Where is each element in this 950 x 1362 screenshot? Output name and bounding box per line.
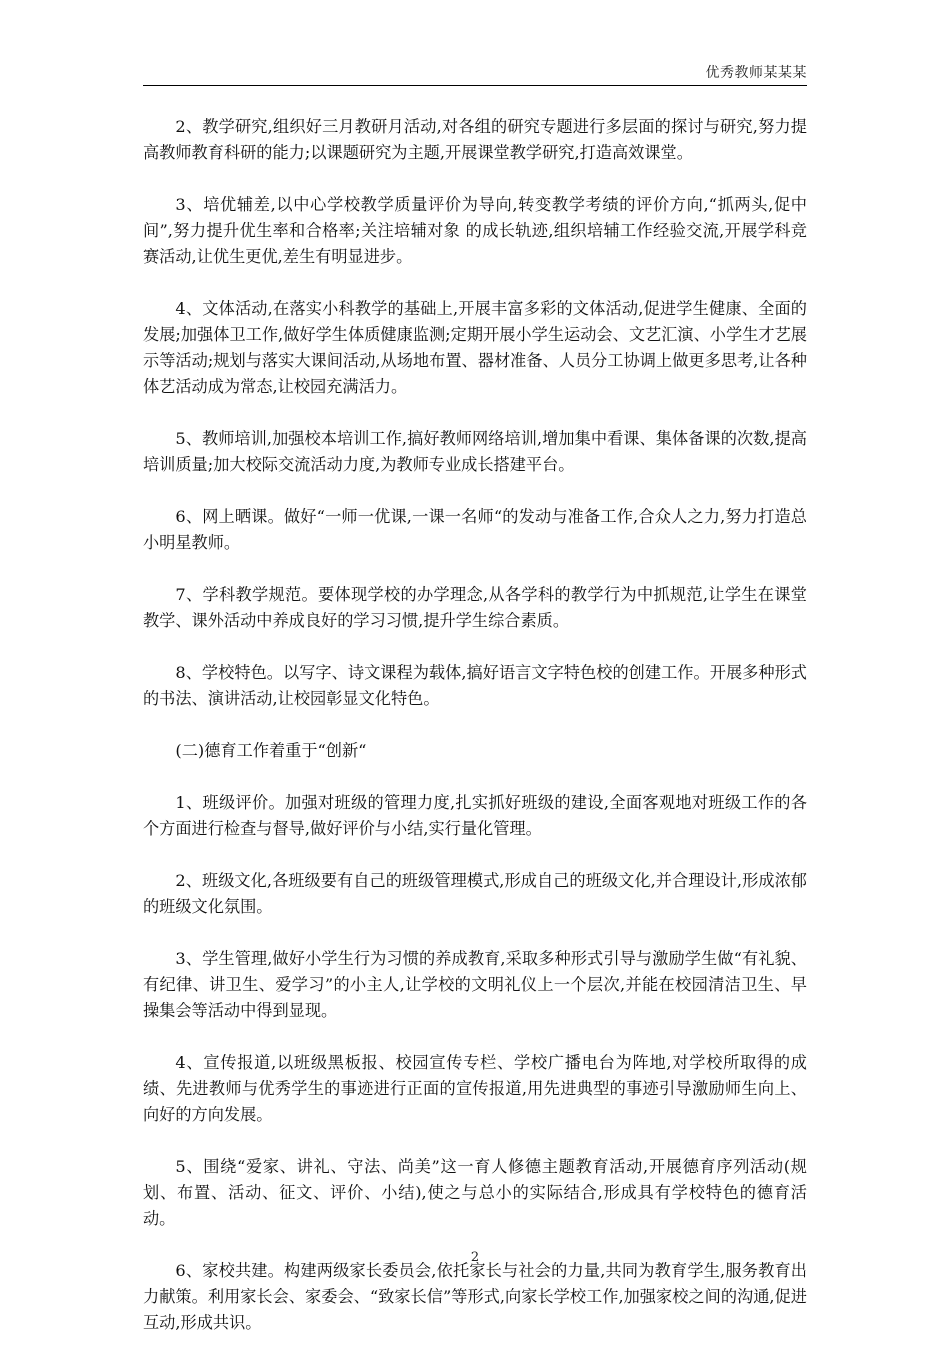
paragraph-teacher-training: 5、教师培训,加强校本培训工作,搞好教师网络培训,增加集中看课、集体备课的次数,提高培训质量;加大校际交流活动力度,为教师专业成长搭建平台。 <box>143 429 807 474</box>
paragraph-class-evaluation: 1、班级评价。加强对班级的管理力度,扎实抓好班级的建设,全面客观地对班级工作的各个方面进行检查与督导,做好评价与小结,实行量化管理。 <box>143 793 807 838</box>
paragraph-teaching-norms: 7、学科教学规范。要体现学校的办学理念,从各学科的教学行为中抓规范,让学生在课堂教学、课外活动中养成良好的学习习惯,提升学生综合素质。 <box>143 585 807 630</box>
document-body <box>143 114 807 1362</box>
paragraph-tutoring: 3、培优辅差,以中心学校教学质量评价为导向,转变教学考绩的评价方向,“抓两头,促中间”,努力提升优生率和合格率;关注培辅对象 的成长轨迹,组织培辅工作经验交流,开展学科竞赛活动,让优生更优,差生有明显进步。 <box>143 195 807 266</box>
paragraph-student-management: 3、学生管理,做好小学生行为习惯的养成教育,采取多种形式引导与激励学生做“有礼貌、有纪律、讲卫生、爱学习”的小主人,让学校的文明礼仪上一个层次,并能在校园清洁卫生、早操集会等活动中得到显现。 <box>143 949 807 1020</box>
paragraph-theme-activities: 5、围绕“爱家、讲礼、守法、尚美”这一育人修德主题教育活动,开展德育序列活动(规划、布置、活动、征文、评价、小结),使之与总小的实际结合,形成具有学校特色的德育活动。 <box>143 1157 807 1228</box>
paragraph-publicity: 4、宣传报道,以班级黑板报、校园宣传专栏、学校广播电台为阵地,对学校所取得的成绩、先进教师与优秀学生的事迹进行正面的宣传报道,用先进典型的事迹引导激励师生向上、向好的方向发展。 <box>143 1053 807 1124</box>
paragraph-sports-arts: 4、文体活动,在落实小科教学的基础上,开展丰富多彩的文体活动,促进学生健康、全面的发展;加强体卫工作,做好学生体质健康监测;定期开展小学生运动会、文艺汇演、小学生才艺展示等活动;规划与落实大课间活动,从场地布置、器材准备、人员分工协调上做更多思考,让各种体艺活动成为常态,让校园充满活力。 <box>143 299 807 396</box>
paragraph-online-lessons: 6、网上晒课。做好“一师一优课,一课一名师“的发动与准备工作,合众人之力,努力打造总小明星教师。 <box>143 507 807 552</box>
header-divider <box>143 85 807 86</box>
page-number: 2 <box>470 1250 480 1265</box>
paragraph-home-school: 6、家校共建。构建两级家长委员会,依托家长与社会的力量,共同为教育学生,服务教育出力献策。利用家长会、家委会、“致家长信”等形式,向家长学校工作,加强家校之间的沟通,促进互动,形成共识。 <box>143 1261 807 1332</box>
paragraph-teaching-research: 2、教学研究,组织好三月教研月活动,对各组的研究专题进行多层面的探讨与研究,努力提高教师教育科研的能力;以课题研究为主题,开展课堂教学研究,打造高效课堂。 <box>143 117 807 162</box>
paragraph-class-culture: 2、班级文化,各班级要有自己的班级管理模式,形成自己的班级文化,并合理设计,形成浓郁的班级文化氛围。 <box>143 871 807 916</box>
paragraph-school-features: 8、学校特色。以写字、诗文课程为载体,搞好语言文字特色校的创建工作。开展多种形式的书法、演讲活动,让校园彰显文化特色。 <box>143 663 807 708</box>
section-heading-moral-education: (二)德育工作着重于“创新“ <box>175 741 367 760</box>
page-header-title: 优秀教师某某某 <box>705 65 807 81</box>
